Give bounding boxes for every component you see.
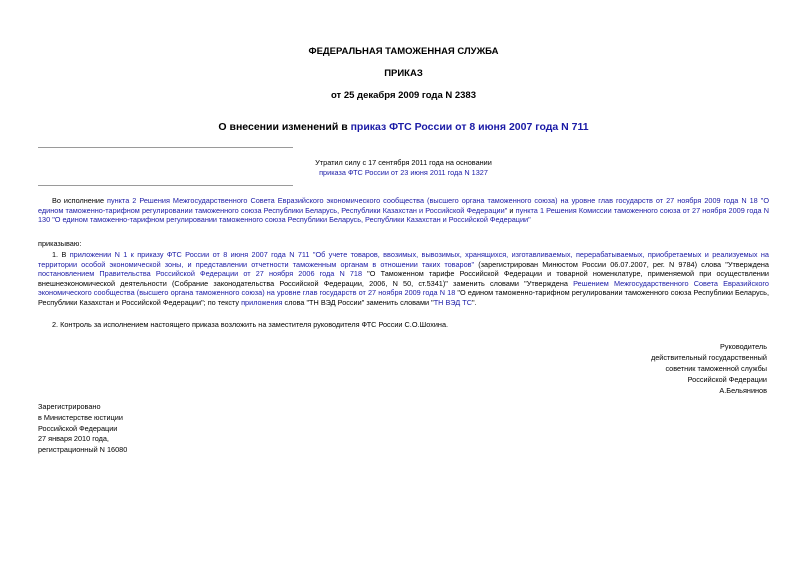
registration-number: регистрационный N 16080: [38, 445, 128, 455]
item1-link-1[interactable]: приложении N 1 к приказу ФТС России от 8 июня 2007 года N 711 "Об учете товаров, ввозимых, вывозимых, хранящихся, изготавливаемых, перерабатываемых, приобретаемых и реализуемых на территории особой экономической зоны, и представлении отчетности таможенным органам в отношении таких товаров": [38, 250, 769, 269]
signature-block: [651, 341, 767, 396]
item1-link-4[interactable]: приложения: [241, 297, 283, 307]
divider-top: [38, 147, 293, 148]
registration-line-1: Зарегистрировано: [38, 402, 101, 411]
document-title: [0, 121, 807, 133]
item1-text-5: слова "ТН ВЭД России" заменить словами ": [282, 297, 434, 307]
registration-line-3: Российской Федерации: [38, 423, 118, 433]
signature-line-2: действительный государственный: [650, 353, 767, 363]
registration-line-2: в Министерстве юстиции: [38, 412, 123, 422]
preamble-text-2: и: [507, 205, 516, 215]
document-date-number: от 25 декабря 2009 года N 2383: [330, 90, 476, 101]
item1-link-3[interactable]: Решением Межгосударственного Совета Евразийского экономического сообщества (высшего органа таможенного союза) на уровне глав государств от 27 ноября 2009 года N 18: [38, 278, 769, 298]
item1-text-3: "О Таможенном тарифе Российской Федерации и товарной номенклатуре, применяемой при осуществлении внешнеэкономической деятельности (Собрание законодательства Российской Федерации, 2006, N 50, ст.5341)" заменить словами "Утверждена: [38, 269, 769, 288]
preamble-link-1[interactable]: пункта 2 Решения Межгосударственного Совета Евразийского экономического сообщества (высшего органа таможенного союза) на уровне глав государств от 27 ноября 2009 года N 18 "О едином таможенно-тарифном регулировании таможенного союза Республики Беларусь, Республики Казахстан и Российской Федерации": [38, 196, 769, 215]
registration-line-4: 27 января 2010 года,: [38, 434, 109, 444]
status-note: [0, 158, 807, 177]
title-link[interactable]: приказ ФТС России от 8 июня 2007 года N 711: [350, 121, 589, 133]
registration-block: [38, 402, 127, 456]
divider-bottom: [38, 185, 293, 186]
item1-text-1: 1. В: [52, 250, 70, 259]
signature-line-4: Российской Федерации: [687, 375, 767, 385]
document-type: ПРИКАЗ: [384, 68, 423, 79]
item1-link-5[interactable]: ТН ВЭД ТС: [433, 297, 473, 307]
item-1-paragraph: [38, 250, 769, 308]
title-prefix: О внесении изменений в: [218, 121, 351, 133]
item1-text-6: ".: [472, 297, 477, 307]
status-link[interactable]: приказа ФТС России от 23 июня 2011 года N 1327: [319, 167, 488, 177]
status-line: Утратил силу с 17 сентября 2011 года на основании: [315, 158, 492, 167]
item1-link-2[interactable]: постановлением Правительства Российской Федерации от 27 ноября 2006 года N 718: [38, 269, 363, 279]
signature-line-1: Руководитель: [719, 342, 767, 351]
signature-line-3: советник таможенной службы: [665, 364, 767, 374]
signature-name: А.Бельянинов: [719, 386, 767, 396]
agency-name: ФЕДЕРАЛЬНАЯ ТАМОЖЕННАЯ СЛУЖБА: [308, 46, 499, 57]
preamble-link-2[interactable]: пункта 1 Решения Комиссии таможенного союза от 27 ноября 2009 года N 130 "О едином таможенно-тарифном регулировании таможенного союза Республики Беларусь, Республики Казахстан и Российской Федерации": [38, 205, 769, 225]
order-word: приказываю:: [38, 239, 82, 248]
item-2-paragraph: 2. Контроль за исполнением настоящего приказа возложить на заместителя руководителя ФТС России С.О.Шохина.: [52, 320, 449, 329]
preamble-paragraph: [38, 196, 769, 225]
preamble-text-1: Во исполнение: [52, 196, 108, 205]
item1-text-4: "О едином таможенно-тарифном регулировании таможенного союза Республики Беларусь, Республики Казахстан и Российской Федерации"; по тексту: [38, 288, 769, 307]
item1-text-2: (зарегистрирован Минюстом России 06.07.2007, рег. N 9784) слова "Утверждена: [474, 259, 769, 269]
